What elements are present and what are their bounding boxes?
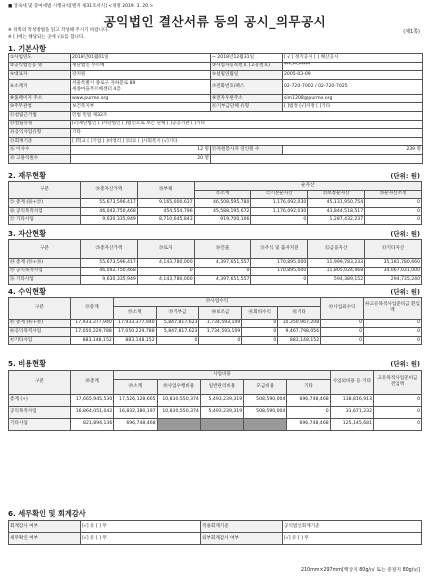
section-basic-title: 1. 기본사항 (8, 44, 47, 53)
expense-table (8, 370, 422, 431)
table-row (9, 276, 422, 285)
email: sim1208@purme.org (283, 94, 423, 103)
cell: 294,735,240 (365, 276, 422, 285)
cell: 0 (251, 216, 308, 225)
unit-label: (단위: 원) (390, 230, 420, 238)
period-label: ①사업연도 (9, 54, 71, 63)
cell: 17,933,377,940 (113, 319, 156, 328)
row-label: 기타사업 (9, 418, 71, 430)
col-header: ㉑소계 (194, 190, 251, 199)
cell: 5,493,239,319 (200, 394, 243, 406)
col-header: ㉚건물 (194, 240, 251, 259)
cell: 883,148,152 (113, 336, 156, 345)
col-header: ㊴기부금 (156, 306, 199, 319)
col-header: 일반관리비용 (200, 379, 243, 394)
cell: 0 (287, 406, 330, 418)
unit-label: (단위: 원) (390, 288, 420, 296)
table-row (9, 394, 422, 406)
section-assets-title: 3. 자산현황 (8, 229, 47, 238)
col-header: ㊷기타 (278, 306, 321, 319)
cell: 0 (321, 319, 364, 328)
cell: 5,847,817,623 (156, 319, 199, 328)
donation-type: [ ]법정 [√]지정 [ ]기타 (283, 103, 423, 112)
cell: 0 (365, 199, 422, 208)
cell: 17,050,229,788 (113, 328, 156, 337)
basis: 민법 민법 제32조 (71, 111, 423, 120)
cell: 883,148,152 (71, 336, 114, 345)
col-header: 사업외비용 등 기타 (330, 371, 373, 395)
col-header: ⑲총자산가액 (81, 182, 138, 199)
row-label: 총계 (+) (9, 394, 71, 406)
table-row (9, 406, 422, 418)
col-header: ㊶회비수익 (242, 306, 278, 319)
bizno-label: ③사업자등록번호 (고유번호) (211, 62, 283, 71)
row-label: ㊻공익목적사업 (9, 328, 71, 337)
cell: 16,864,051,042 (71, 406, 114, 418)
table-row (9, 216, 422, 225)
cell: 5,847,817,623 (156, 328, 199, 337)
cell: 0 (242, 319, 278, 328)
tax-check-label: 세무확인 여부 (9, 533, 81, 545)
cell: 4,397,651,557 (194, 259, 251, 268)
cell: 9,630,335,949 (81, 216, 138, 225)
cell: 10,350,967,208 (278, 319, 321, 328)
instructions (8, 28, 109, 41)
col-header: ㊲총계 (71, 298, 114, 320)
cell: 9,467,798,056 (278, 328, 321, 337)
cell: 10,830,550,374 (157, 394, 200, 406)
cell: 4,397,651,557 (194, 276, 251, 285)
ceo: 강지원 (71, 71, 211, 80)
cell: 1,176,092,030 (251, 199, 308, 208)
address (71, 79, 211, 94)
table-row (9, 336, 422, 345)
cell: 0 (199, 336, 242, 345)
biz-type-label: ⑭공익사업유형 (9, 129, 71, 138)
cell: 0 (156, 336, 199, 345)
bizno: ***-**-***** (283, 62, 423, 71)
table-row (9, 259, 422, 268)
col-header: ㊵보조금 (199, 306, 242, 319)
table-row (9, 328, 422, 337)
cell: 9,165,000,637 (137, 199, 194, 208)
email-label: ⑨전자우편주소 (211, 94, 283, 103)
cell: 138,816,913 (330, 394, 373, 406)
cell: 11,805,024,468 (308, 267, 365, 276)
cell: 0 (194, 267, 251, 276)
est-date: 2005-03-09 (283, 71, 423, 80)
audit-value: [√] 유 [ ] 무 (81, 521, 201, 533)
cell: 46,042,750,468 (81, 207, 138, 216)
col-header: ㉙토지 (137, 240, 194, 259)
address-label: ⑥소재지 (9, 79, 71, 94)
directors-label: ⑯ 이사수 (9, 146, 71, 155)
cell: 0 (242, 328, 278, 337)
cell: 45,131,950,754 (308, 199, 365, 208)
cell: 0 (364, 336, 422, 345)
volunteers: 239 명 (283, 146, 423, 155)
group-header: 사업비용 (114, 371, 330, 380)
cell: 0 (242, 336, 278, 345)
cell: 170,895,000 (251, 267, 308, 276)
cell: 34,067,031,000 (365, 267, 422, 276)
revenue-table (8, 297, 422, 345)
cell: 0 (374, 394, 422, 406)
col-header: ㊽총계 (71, 371, 114, 395)
assets-table (8, 239, 422, 285)
finance-table (8, 181, 422, 225)
cell: 0 (321, 336, 364, 345)
cell: 17,665,945,530 (71, 394, 114, 406)
cell: 454,554,796 (137, 207, 194, 216)
donation-type-label: ⑪기부금단체 유형 (211, 103, 283, 112)
row-label: ㉗ 기타사업 (9, 216, 81, 225)
authority: 보건복지부 (71, 103, 211, 112)
tax-check-value: [√] 유 [ ] 무 (81, 533, 201, 545)
cell: 0 (365, 207, 422, 216)
ext-audit-label: 외부회계감사 여부 (201, 533, 283, 545)
org-name-label: ②공익법인등 명 (9, 62, 71, 71)
col-header: ㊿사업수행비용 (157, 379, 200, 394)
cell: 170,895,000 (251, 259, 308, 268)
acct-standard: [ ]학교 [ ]기업 [ ]비영리 [ ]의료 [ ]사회복지 [√]기타 (71, 137, 423, 146)
instruction-line: ※ [ ]에는 해당되는 곳에 √표를 합니다. (8, 34, 85, 40)
section-expense-title: 5. 비용현황 (8, 359, 47, 368)
col-header: 고유목적사업준비금 전입액 (374, 371, 422, 395)
table-row (9, 199, 422, 208)
staff-label: ⑱ 고용직원수 (9, 154, 71, 163)
paper-spec: 210mm×297mm[백상지 80g/㎡ 또는 중질지 80g/㎡] (300, 568, 420, 573)
cell: 17,050,229,788 (71, 328, 114, 337)
biz-type: 기타 (71, 129, 423, 138)
acct-std-value: 공익법인회계기준 (283, 521, 422, 533)
col-header: ㊹고유목적사업준비금 환입액 (364, 298, 422, 320)
web-label: ⑧홈페이지 주소 (9, 94, 71, 103)
cell: 0 (374, 418, 422, 430)
page-title: 공익법인 결산서류 등의 공시_의무공시 (103, 14, 327, 29)
web-address: www.purme.org (71, 94, 211, 103)
ext-audit-value: [√] 유 [ ] 무 (283, 533, 422, 545)
kind: [√]재단법인 [ ]사단법인 [ ]법인으로 보는 단체 [ ]공공기관 [ ]기타 (71, 120, 423, 129)
cell: 16,832,380,197 (114, 406, 157, 418)
cell: 0 (374, 406, 422, 418)
tel-fax: 02-720-7002 / 02-720-7025 (283, 79, 423, 94)
col-header: ㉒기본순자산 (251, 190, 308, 199)
col-header: 구분 (9, 240, 81, 259)
cell (157, 418, 200, 430)
col-header: ㉓보통순자산 (308, 190, 365, 199)
section-revenue-title: 4. 수익현황 (8, 287, 47, 296)
cell: 508,590,004 (244, 406, 287, 418)
cell: 594,389,152 (308, 276, 365, 285)
audit-table (8, 520, 422, 545)
instruction-line: ※ 뒤쪽의 작성방법을 읽고 작성해 주시기 바랍니다. (8, 28, 109, 33)
ceo-label: ④대표자 (9, 71, 71, 80)
cell: 45,588,195,672 (194, 207, 251, 216)
cell: 17,933,377,940 (71, 319, 114, 328)
cell: 10,830,550,374 (157, 406, 200, 418)
table-row (9, 267, 422, 276)
row-label: ㉕ 총계 (㉖+㉗) (9, 199, 81, 208)
cell: 125,145,681 (330, 418, 373, 430)
kind-label: ⑬설립유형 (9, 120, 71, 129)
col-header: ㊸사업외수익 (321, 298, 364, 320)
cell: 4,143,780,000 (137, 259, 194, 268)
group-header: 순자산 (194, 182, 421, 191)
basic-info-table (8, 53, 423, 164)
cell: 1,287,432,237 (308, 216, 365, 225)
unit-label: (단위: 원) (390, 360, 420, 368)
row-label: 공익목적사업 (9, 406, 71, 418)
cell: 46,508,595,780 (194, 199, 251, 208)
table-row (9, 418, 422, 430)
address-line: 서울특별시 종로구 자하문로 89 (72, 80, 136, 86)
est-label: ⑤설립연월일 (211, 71, 283, 80)
cell: 508,590,004 (244, 394, 287, 406)
cell: 8,710,645,843 (137, 216, 194, 225)
period-to: ~ 2018년12월31일 (211, 54, 283, 63)
cell: 696,748,468 (287, 418, 330, 430)
row-label: ㊼기타사업 (9, 336, 71, 345)
cell: 55,673,596,417 (81, 199, 138, 208)
col-header: 모금비용 (244, 379, 287, 394)
cell: 821,894,136 (71, 418, 114, 430)
col-header: ㊾소계 (114, 379, 157, 394)
address-line: 세종마을푸르메센터 4층 (72, 86, 121, 92)
org-name: 재단법인 푸르메 (71, 62, 211, 71)
cell: 0 (321, 328, 364, 337)
table-row (9, 319, 422, 328)
acct-label: ⑮회계기준 (9, 137, 71, 146)
row-label: ㉖ 공익목적사업 (9, 207, 81, 216)
cell: 46,042,750,468 (81, 267, 138, 276)
cell: 55,673,596,417 (81, 259, 138, 268)
acct-std-label: 적용회계기준 (201, 521, 283, 533)
basis-label: ⑫설립근거법 (9, 111, 71, 120)
cell: 883,148,152 (278, 336, 321, 345)
cell: 1,734,593,109 (199, 319, 242, 328)
cell (244, 418, 287, 430)
col-header: ㉔순자산조정 (365, 190, 422, 199)
cell: 4,143,780,000 (137, 276, 194, 285)
cell: 919,700,106 (194, 216, 251, 225)
cell: 696,748,468 (114, 418, 157, 430)
section-audit-title: 6. 세무확인 및 회계감사 (8, 509, 86, 518)
col-header: ㉝기타자산 (365, 240, 422, 259)
table-row (9, 207, 422, 216)
cell: 5,493,239,319 (200, 406, 243, 418)
directors: 12 명 (71, 146, 211, 155)
col-header: 구분 (9, 182, 81, 199)
audit-label: 회계감사 여부 (9, 521, 81, 533)
cell: 0 (251, 276, 308, 285)
col-header: ㊳소계 (113, 306, 156, 319)
authority-label: ⑩주무관청 (9, 103, 71, 112)
cell: 43,844,518,517 (308, 207, 365, 216)
col-header: 기타 (287, 379, 330, 394)
disclosure-form (8, 4, 422, 574)
tel-label: ⑦전화번호/팩스 (211, 79, 283, 94)
staff: 20 명 (71, 154, 211, 163)
cell: 31,671,232 (330, 406, 373, 418)
col-header: ㉘총자산가액 (81, 240, 138, 259)
section-finance-title: 2. 재무현황 (8, 171, 47, 180)
col-header: 구분 (9, 298, 71, 320)
row-label: ㉟ 공익목적사업 (9, 267, 81, 276)
cell: 0 (364, 319, 422, 328)
cell: 35,181,780,660 (365, 259, 422, 268)
row-label: ㉞ 총계 (㉟+㊱) (9, 259, 81, 268)
row-label: ㊺ 총계 (㊻+㊼) (9, 319, 71, 328)
cell: 17,526,128,665 (114, 394, 157, 406)
cell: 0 (364, 328, 422, 337)
form-reference: ■ 상속세 및 증여세법 시행규칙[별지 제31호서식] <개정 2019. 3. 20.> (8, 4, 154, 9)
unit-label: (단위: 원) (390, 172, 420, 180)
col-header: ㉛주식 및 출자지분 (251, 240, 308, 259)
page-number: (제1쪽) (403, 29, 420, 35)
cell: 11,999,783,233 (308, 259, 365, 268)
volunteers-label: ⑰자원봉사자 연인원 수 (211, 146, 283, 155)
cell: 1,734,593,109 (199, 328, 242, 337)
col-header: 구분 (9, 371, 71, 395)
empty-cell (211, 154, 423, 163)
cell (200, 418, 243, 430)
col-header: ㉜금융자산 (308, 240, 365, 259)
cell: 696,748,468 (287, 394, 330, 406)
group-header: ㊴사업수익 (113, 298, 320, 307)
cell: 0 (365, 216, 422, 225)
col-header: ⑳부채 (137, 182, 194, 199)
period-from: 2018년01월01일 (71, 54, 211, 63)
cell: 1,176,092,030 (251, 207, 308, 216)
row-label: ㊱ 기타사업 (9, 276, 81, 285)
disclosure-type: [ √ ] 정기공시 [ ] 해산공시 (283, 54, 423, 63)
cell: 0 (137, 267, 194, 276)
cell: 9,630,335,949 (81, 276, 138, 285)
